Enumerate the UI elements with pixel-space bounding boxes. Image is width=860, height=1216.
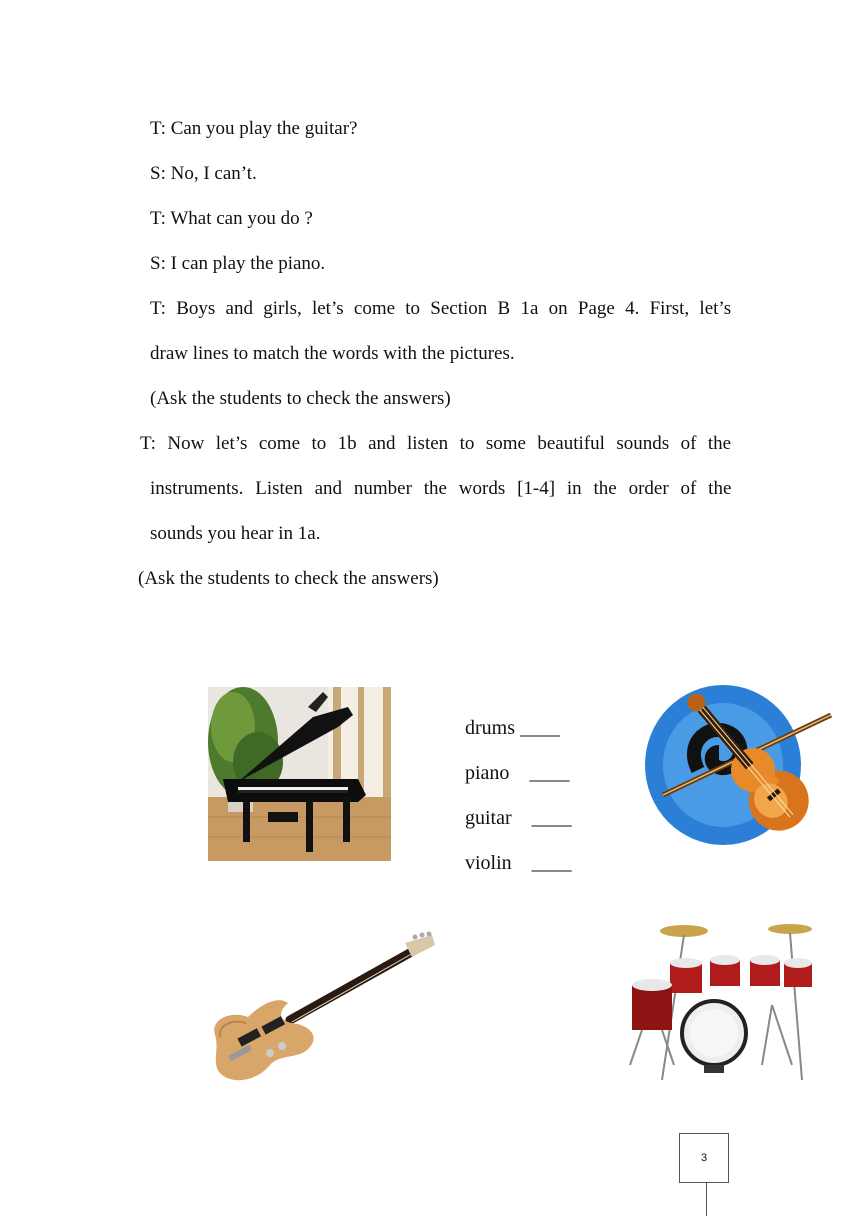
word-guitar: guitar ____ [465, 807, 572, 829]
dialogue-line-11: (Ask the students to check the answers) [138, 568, 439, 589]
dialogue-line-10: sounds you hear in 1a. [150, 523, 321, 544]
answer-blank-violin[interactable]: ____ [531, 852, 572, 874]
electric-guitar-photo [200, 925, 445, 1105]
word-violin: violin ____ [465, 852, 572, 874]
answer-blank-drums[interactable]: ____ [520, 717, 560, 739]
dialogue-line-2: S: No, I can’t. [150, 163, 257, 184]
dialogue-line-7: (Ask the students to check the answers) [150, 388, 451, 409]
page-number-divider [706, 1183, 707, 1216]
piano-photo [208, 687, 391, 861]
word-drums: drums ____ [465, 717, 560, 739]
dialogue-line-1: T: Can you play the guitar? [150, 118, 358, 139]
answer-blank-piano[interactable]: ____ [529, 762, 570, 784]
dialogue-line-6: draw lines to match the words with the pictures. [150, 343, 515, 364]
dialogue-line-8: T: Now let’s come to 1b and listen to some beautiful sounds of the [140, 433, 732, 454]
drum-kit-photo [622, 915, 827, 1090]
dialogue-line-5: T: Boys and girls, let’s come to Section B 1a on Page 4. First, let’s [150, 298, 732, 319]
violin-clipart [643, 660, 833, 855]
dialogue-line-9: instruments. Listen and number the words [1-4] in the order of the [150, 478, 732, 499]
dialogue-line-3: T: What can you do ? [150, 208, 313, 229]
word-piano: piano ____ [465, 762, 570, 784]
page-number: 3 [679, 1133, 729, 1183]
answer-blank-guitar[interactable]: ____ [531, 807, 572, 829]
dialogue-line-4: S: I can play the piano. [150, 253, 326, 274]
